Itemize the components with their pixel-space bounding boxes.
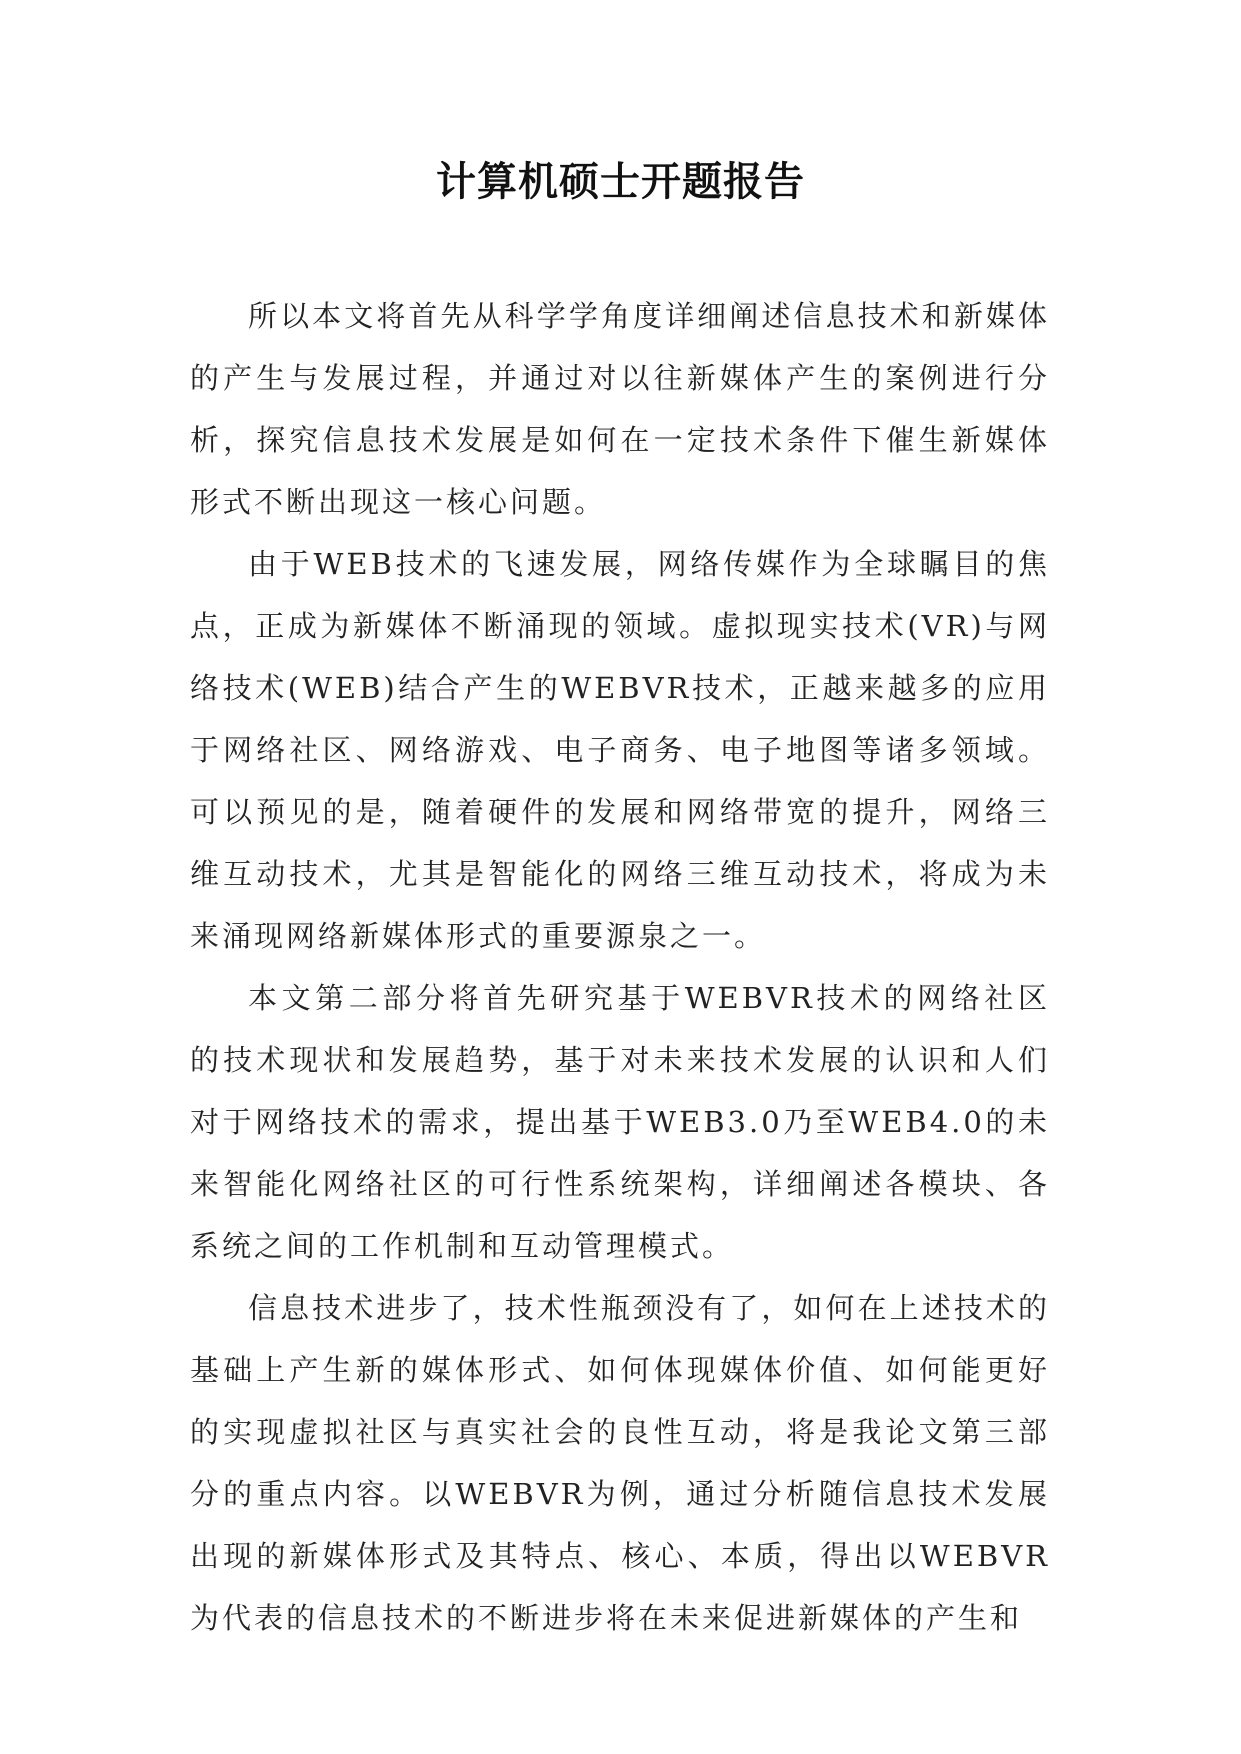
document-body xyxy=(190,285,1050,1649)
paragraph: 由于WEB技术的飞速发展，网络传媒作为全球瞩目的焦点，正成为新媒体不断涌现的领域。虚拟现实技术(VR)与网络技术(WEB)结合产生的WEBVR技术，正越来越多的应用于网络社区、网络游戏、电子商务、电子地图等诸多领域。可以预见的是，随着硬件的发展和网络带宽的提升，网络三维互动技术，尤其是智能化的网络三维互动技术，将成为未来涌现网络新媒体形式的重要源泉之一。 xyxy=(190,547,1050,953)
paragraph: 信息技术进步了，技术性瓶颈没有了，如何在上述技术的基础上产生新的媒体形式、如何体现媒体价值、如何能更好的实现虚拟社区与真实社会的良性互动，将是我论文第三部分的重点内容。以WEBVR为例，通过分析随信息技术发展出现的新媒体形式及其特点、核心、本质，得出以WEBVR为代表的信息技术的不断进步将在未来促进新媒体的产生和 xyxy=(190,1291,1050,1635)
paragraph: 本文第二部分将首先研究基于WEBVR技术的网络社区的技术现状和发展趋势，基于对未来技术发展的认识和人们对于网络技术的需求，提出基于WEB3.0乃至WEB4.0的未来智能化网络社区的可行性系统架构，详细阐述各模块、各系统之间的工作机制和互动管理模式。 xyxy=(190,981,1050,1263)
paragraph: 所以本文将首先从科学学角度详细阐述信息技术和新媒体的产生与发展过程，并通过对以往新媒体产生的案例进行分析，探究信息技术发展是如何在一定技术条件下催生新媒体形式不断出现这一核心问题。 xyxy=(190,299,1050,519)
document-title: 计算机硕士开题报告 xyxy=(436,159,805,205)
